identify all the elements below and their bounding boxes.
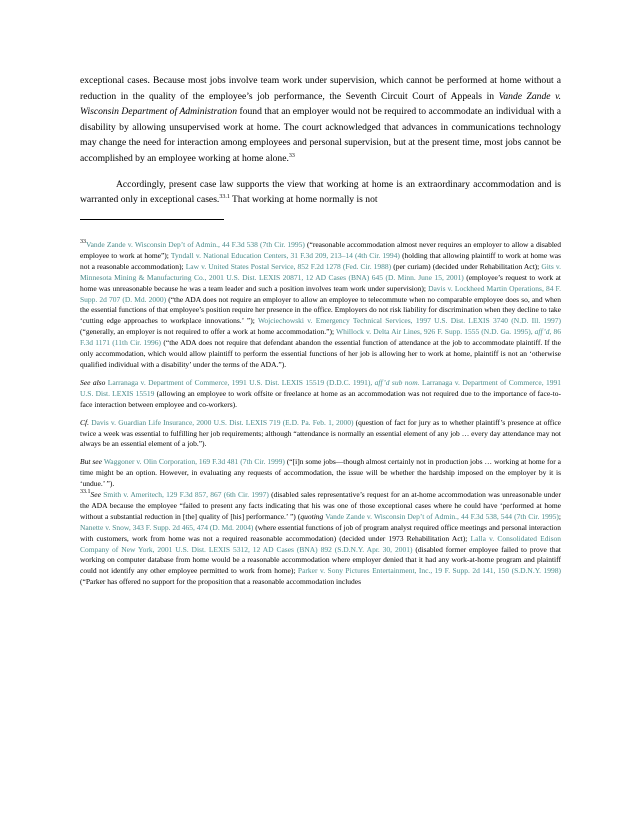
citation-link[interactable]: Larranaga v. Department of Commerce, 1991 U.S. Dist. LEXIS 15519 (D.D.C. 1991), aff’d sub nom. xyxy=(107,377,420,387)
citation-link[interactable]: Whillock v. Delta Air Lines, 926 F. Supp. 1555 (N.D. Ga. 1995), aff’d, 86 F.3d 1171 (11th Cir. 1996) xyxy=(80,327,562,348)
citation-link[interactable]: Lalla v. Consolidated Edison Company of New York, 2001 U.S. Dist. LEXIS 5312, 12 AD Cases (BNA) 892 (S.D.N.Y. Apr. 30, 2001) xyxy=(80,533,561,554)
body-paragraph-2: Accordingly, present case law supports the view that working at home is an extraordinary accommodation and is warranted only in exceptional cases.$^{33.1}$ That working at home normally is not xyxy=(80,178,561,206)
body-text xyxy=(80,73,561,208)
footnote-mark: 33.1 xyxy=(80,489,91,496)
body-paragraph-1: exceptional cases. Because most jobs involve team work under supervision, which cannot be performed at home without a reduction in the quality of the employee’s job performance, the Seventh Circuit Court of Appeals in Vande Zande v. Wisconsin Department of Administration found that an employer would not be required to accommodate an individual with a disability by allowing unsupervised work at home. The court acknowledged that advances in communications technology may change the need for interaction among employees and personal supervision, but at the present time, most jobs cannot be accomplished by an employee working at home alone.$^{33}$ xyxy=(80,75,562,164)
footnote-see-also: See also Larranaga v. Department of Commerce, 1991 U.S. Dist. LEXIS 15519 (D.D.C. 1991), aff’d sub nom. Larranaga v. Department of Commerce, 1991 U.S. Dist. LEXIS 15519 (allowing an employee to work offsite or freelance at home as an accommodation was not required due to the importance of face-to-face interaction between employee and co-workers). xyxy=(80,377,561,409)
citation-link[interactable]: Vande Zande v. Wisconsin Dep’t of Admin., 44 F.3d 538 (7th Cir. 1995) xyxy=(86,240,305,249)
citation-link[interactable]: Nanette v. Snow, 343 F. Supp. 2d 465, 474 (D. Md. 2004) xyxy=(80,522,254,532)
citation-link[interactable]: Davis v. Lockheed Martin Operations, 84 F. Supp. 2d 707 (D. Md. 2000) xyxy=(80,283,561,304)
citation-signal: See also xyxy=(80,377,106,387)
citation-link[interactable]: Waggoner v. Olin Corporation, 169 F.3d 481 (7th Cir. 1999) xyxy=(103,457,285,467)
citation-link[interactable]: Vande Zande v. Wisconsin Dep’t of Admin., 44 F.3d 538, 544 (7th Cir. 1995) xyxy=(325,511,559,521)
case-name: Vande Zande v. Wisconsin Department of Administration xyxy=(80,90,562,118)
footnote-ref-33-1[interactable]: 33.1 xyxy=(219,194,230,201)
citation-signal: But see xyxy=(80,457,102,467)
citation-link[interactable]: Wojciechowski v. Emergency Technical Services, 1997 U.S. Dist. LEXIS 3740 (N.D. Ill. 1997) xyxy=(257,316,561,326)
citation-link[interactable]: Parker v. Sony Pictures Entertainment, Inc., 19 F. Supp. 2d 141, 150 (S.D.N.Y. 1998) xyxy=(297,566,562,576)
citation-signal: See xyxy=(90,490,101,500)
citation-link[interactable]: Davis v. Guardian Life Insurance, 2000 U.S. Dist. LEXIS 719 (E.D. Pa. Feb. 1, 2000) xyxy=(91,417,354,427)
citation-link[interactable]: Gits v. Minnesota Mining & Manufacturing Co., 2001 U.S. Dist. LEXIS 20871, 12 AD Cases (BNA) 645 (D. Minn. June 15, 2001) xyxy=(80,261,562,282)
footnote-but-see: But see Waggoner v. Olin Corporation, 169 F.3d 481 (7th Cir. 1999) (“[i]n some jobs—though almost certainly not in production jobs … working at home for a time might be an option. However, in evaluating any requests of accommodation, the issue will be whether the hardship imposed on the employer by it is ‘undue.’ ”). xyxy=(80,457,562,489)
citation-link[interactable]: Law v. United States Postal Service, 852 F.2d 1278 (Fed. Cir. 1988) xyxy=(185,261,392,271)
footnote-ref-33[interactable]: 33 xyxy=(288,152,295,159)
footnote-cf: Cf. Davis v. Guardian Life Insurance, 2000 U.S. Dist. LEXIS 719 (E.D. Pa. Feb. 1, 2000) (question of fact for jury as to whether plaintiff’s presence at office twice a week was essential to fulfilling her job requirements; although “attendance is normally an essential element of any job … every day attendance may not always be an essential element of a job.”). xyxy=(80,417,562,449)
citation-link[interactable]: Smith v. Ameritech, 129 F.3d 857, 867 (6th Cir. 1997) xyxy=(103,490,269,500)
footnote-separator xyxy=(80,219,224,220)
citation-link[interactable]: Tyndall v. National Education Centers, 31 F.3d 209, 213–14 (4th Cir. 1994) xyxy=(170,250,400,260)
footnote-33: $^{33}$Vande Zande v. Wisconsin Dep’t of Admin., 44 F.3d 538 (7th Cir. 1995) (“reasonable accommodation almost never requires an employer to allow a disabled employee to work at home”); Tyndall v. National Education Centers, 31 F.3d 209, 213–14 (4th Cir. 1994) (holding that allowing plaintiff to work at home was not a reasonable accommodation); Law v. United States Postal Service, 852 F.2d 1278 (Fed. Cir. 1988) (per curiam) (decided under Rehabilitation Act); Gits v. Minnesota Mining & Manufacturing Co., 2001 U.S. Dist. LEXIS 20871, 12 AD Cases (BNA) 645 (D. Minn. June 15, 2001) (employee’s request to work at home was unreasonable because he was a team leader and such a position involves team work under supervision); Davis v. Lockheed Martin Operations, 84 F. Supp. 2d 707 (D. Md. 2000) (“the ADA does not require an employer to allow an employee to telecommute when no comparable employee does so, and when the essential functions of that employee’s position require her presence in the office. Employers do not risk liability for discrimination when they decline to take ‘cutting edge approaches to workplace innovations.’ ”); Wojciechowski v. Emergency Technical Services, 1997 U.S. Dist. LEXIS 3740 (N.D. Ill. 1997) (“generally, an employer is not required to offer a work at home accommodation.”); Whillock v. Delta Air Lines, 926 F. Supp. 1555 (N.D. Ga. 1995), aff’d, 86 F.3d 1171 (11th Cir. 1996) (“the ADA does not require that defendant abandon the essential function of attendance at the job to accommodate plaintiff. If the only accommodation, which would allow plaintiff to perform the essential functions of her job is allowing her to work at home, plaintiff is not an ‘otherwise qualified individual with a disability’ under the terms of the ADA.”). xyxy=(80,239,562,369)
citation-link[interactable]: Larranaga v. Department of Commerce, 1991 U.S. Dist. LEXIS 15519 xyxy=(80,377,561,398)
citation-signal: Cf. xyxy=(80,417,89,427)
footnote-mark: 33 xyxy=(80,239,86,245)
footnotes xyxy=(80,240,561,595)
footnote-33-1: $^{33.1}$See Smith v. Ameritech, 129 F.3d 857, 867 (6th Cir. 1997) (disabled sales representative’s request for an at-home accommodation was unreasonable under the ADA because the employee “failed to present any facts indicating that his was one of those exceptional cases where he could have ‘performed at home without a substantial reduction in [the] quality of [his] performance.’ ”) (quoting Vande Zande v. Wisconsin Dep’t of Admin., 44 F.3d 538, 544 (7th Cir. 1995); Nanette v. Snow, 343 F. Supp. 2d 465, 474 (D. Md. 2004) (where essential functions of job of program analyst required office meetings and personal interaction with customers, work from home was not a required reasonable accommodation) (decided under 1973 Rehabilitation Act); Lalla v. Consolidated Edison Company of New York, 2001 U.S. Dist. LEXIS 5312, 12 AD Cases (BNA) 892 (S.D.N.Y. Apr. 30, 2001) (disabled former employee failed to prove that working on computer database from home would be a reasonable accommodation where employer denied that it had any work-at-home program and plaintiff could not identify any other employee permitted to work from home); Parker v. Sony Pictures Entertainment, Inc., 19 F. Supp. 2d 141, 150 (S.D.N.Y. 1998) (“Parker has offered no support for the proposition that a reasonable accommodation includes xyxy=(80,489,562,587)
